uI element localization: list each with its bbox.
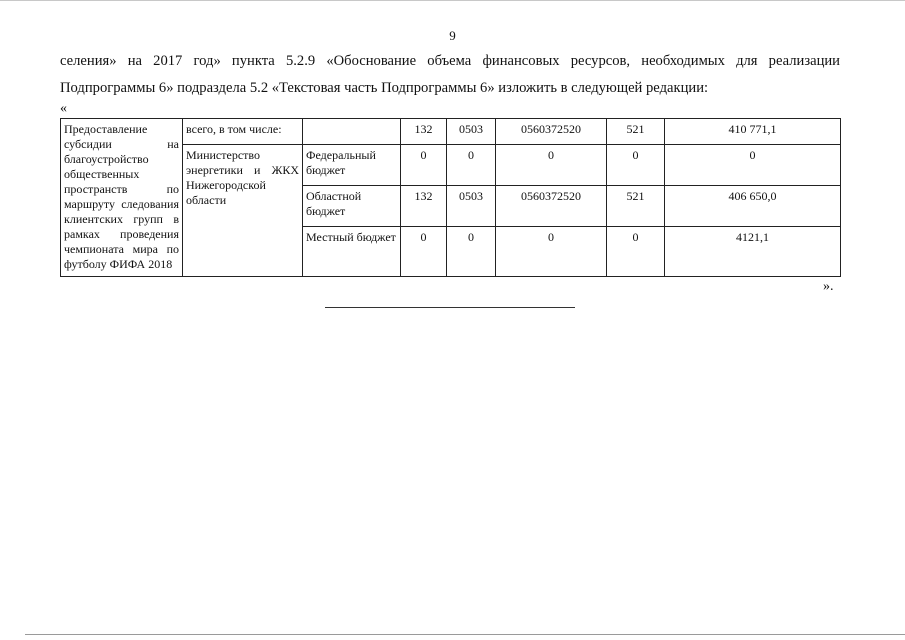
total-rzpr-cell: 0503 <box>447 119 496 145</box>
total-label-cell: всего, в том числе: <box>183 119 303 145</box>
source-cell: Областной бюджет <box>303 186 401 227</box>
rzpr-cell: 0503 <box>447 186 496 227</box>
total-csr-cell: 0560372520 <box>496 119 607 145</box>
measure-cell: Предоставление субсидии на благоустройство общественных пространств по маршруту следования клиентских групп в рамках проведения чемпионата мира по футболу ФИФА 2018 <box>61 119 183 277</box>
grbs-cell: 0 <box>401 145 447 186</box>
rzpr-cell: 0 <box>447 145 496 186</box>
page-number: 9 <box>449 28 456 43</box>
separator-line <box>325 307 575 308</box>
total-source-cell <box>303 119 401 145</box>
vr-cell: 0 <box>607 145 665 186</box>
funding-table <box>60 118 841 277</box>
closing-quote-mark: ». <box>823 279 834 294</box>
grbs-cell: 132 <box>401 186 447 227</box>
csr-cell: 0 <box>496 227 607 277</box>
total-vr-cell: 521 <box>607 119 665 145</box>
top-edge-line <box>0 0 905 1</box>
grbs-cell: 0 <box>401 227 447 277</box>
bottom-edge-line <box>25 634 905 635</box>
intro-paragraph: селения» на 2017 год» пункта 5.2.9 «Обоснование объема финансовых ресурсов, необходимых для реализации Подпрограммы 6» подраздела 5.2 «Текстовая часть Подпрограммы 6» изложить в следующей редакции: <box>60 53 840 96</box>
csr-cell: 0 <box>496 145 607 186</box>
executor-cell: Министерство энергетики и ЖКХ Нижегородской области <box>183 145 303 277</box>
vr-cell: 521 <box>607 186 665 227</box>
amount-cell: 406 650,0 <box>665 186 841 227</box>
csr-cell: 0560372520 <box>496 186 607 227</box>
total-grbs-cell: 132 <box>401 119 447 145</box>
rzpr-cell: 0 <box>447 227 496 277</box>
amount-cell: 4121,1 <box>665 227 841 277</box>
table-row-total <box>61 119 841 145</box>
source-cell: Федеральный бюджет <box>303 145 401 186</box>
vr-cell: 0 <box>607 227 665 277</box>
amount-cell: 0 <box>665 145 841 186</box>
source-cell: Местный бюджет <box>303 227 401 277</box>
opening-quote-mark: « <box>60 101 67 116</box>
total-amount-cell: 410 771,1 <box>665 119 841 145</box>
